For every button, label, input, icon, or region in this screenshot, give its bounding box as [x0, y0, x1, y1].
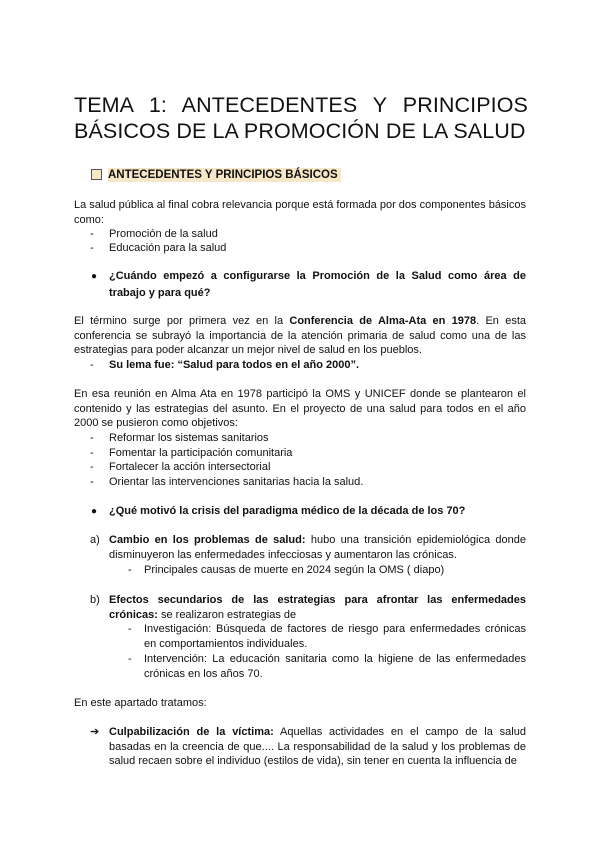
- sub-item: Intervención: La educación sanitaria como la higiene de las enfermedades crónicas en los años 70.: [144, 653, 526, 680]
- dash-marker: -: [90, 242, 94, 254]
- item-b: Efectos secundarios de las estrategias para afrontar las enfermedades crónicas: se realizaron estrategias de: [109, 594, 526, 621]
- dash-marker: -: [90, 461, 94, 473]
- sub-item: Investigación: Búsqueda de factores de riesgo para enfermedades crónicas en comportamientos individuales.: [144, 623, 526, 650]
- list-item: Educación para la salud: [109, 242, 227, 254]
- arrow-icon: ➔: [90, 726, 100, 738]
- item-a: Cambio en los problemas de salud: hubo una transición epidemiológica donde disminuyeron las enfermedades infecciosas y aumentaron las crónicas.: [109, 534, 526, 561]
- dash-marker: -: [90, 476, 94, 488]
- intro-paragraph: La salud pública al final cobra relevancia porque está formada por dos componentes básicos como:: [74, 199, 526, 226]
- slogan: Su lema fue: “Salud para todos en el año 2000”.: [109, 359, 360, 371]
- sub-item: Principales causas de muerte en 2024 según la OMS ( diapo): [144, 564, 445, 576]
- bullet-icon: ●: [91, 506, 98, 517]
- list-item: Fomentar la participación comunitaria: [109, 447, 293, 459]
- dash-marker: -: [90, 359, 94, 371]
- dash-marker: -: [90, 447, 94, 459]
- checkbox-icon: [91, 169, 102, 180]
- bullet-icon: ●: [91, 271, 98, 282]
- list-marker-a: a): [90, 534, 100, 546]
- list-item: Orientar las intervenciones sanitarias hacia la salud.: [109, 476, 364, 488]
- question-2: ¿Qué motivó la crisis del paradigma médico de la década de los 70?: [109, 505, 466, 517]
- list-item: Fortalecer la acción intersectorial: [109, 461, 271, 473]
- dash-marker: -: [90, 432, 94, 444]
- paragraph-alma-ata: El término surge por primera vez en la Conferencia de Alma-Ata en 1978. En esta conferencia se subrayó la importancia de la atención primaria de salud como una de las estrategias para poder alcanzar un mejor nivel de salud en los pueblos.: [74, 315, 526, 357]
- section-heading-text: ANTECEDENTES Y PRINCIPIOS BÁSICOS: [108, 168, 341, 182]
- page-title: TEMA 1: ANTECEDENTES Y PRINCIPIOS BÁSICOS DE LA PROMOCIÓN DE LA SALUD: [74, 93, 528, 143]
- arrow-item: Culpabilización de la víctima: Aquellas actividades en el campo de la salud basadas en la creencia de que.... La responsabilidad de la salud y los problemas de salud recaen sobre el individuo (estilos de vida), sin tener en cuenta la influencia de: [109, 726, 526, 768]
- list-marker-b: b): [90, 594, 100, 606]
- paragraph-oms-unicef: En esa reunión en Alma Ata en 1978 participó la OMS y UNICEF donde se plantearon el contenido y las estrategias del asunto. En el proyecto de una salud para todos en el año 2000 se pusieron como objetivos:: [74, 388, 526, 430]
- section-heading: [91, 166, 341, 183]
- list-item: Reformar los sistemas sanitarios: [109, 432, 269, 444]
- dash-marker: -: [128, 653, 132, 665]
- dash-marker: -: [128, 623, 132, 635]
- dash-marker: -: [90, 228, 94, 240]
- list-item: Promoción de la salud: [109, 228, 218, 240]
- paragraph-apartado: En este apartado tratamos:: [74, 697, 207, 709]
- dash-marker: -: [128, 564, 132, 576]
- question-1: ¿Cuándo empezó a configurarse la Promoción de la Salud como área de trabajo y para qué?: [109, 270, 526, 299]
